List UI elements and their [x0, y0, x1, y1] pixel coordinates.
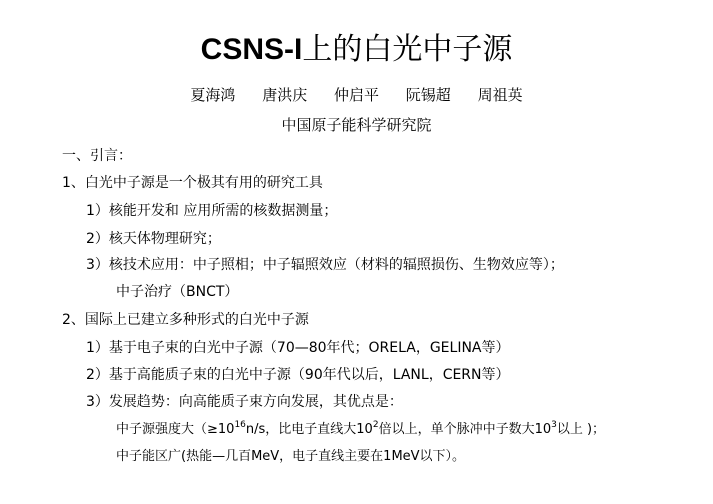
author-name: 夏海鸿	[190, 86, 236, 104]
point-1-heading: 1、白光中子源是一个极其有用的研究工具	[62, 175, 323, 191]
title-cjk: 上的白光中子源	[302, 32, 513, 67]
advantage-energy-range: 中子能区广(热能—几百MeV，电子直线主要在1MeV以下）。	[116, 449, 466, 464]
author-name: 周祖英	[477, 86, 523, 104]
point-1-item-3: 3）核技术应用：中子照相；中子辐照效应（材料的辐照损伤、生物效应等）；	[86, 257, 564, 273]
author-name: 仲启平	[333, 86, 379, 104]
point-2-item-2: 2）基于高能质子束的白光中子源（90年代以后，LANL，CERN等）	[86, 367, 510, 383]
point-1-item-2: 2）核天体物理研究；	[86, 231, 221, 247]
author-name: 唐洪庆	[262, 86, 308, 104]
point-2-item-3: 3）发展趋势：向高能质子束方向发展，其优点是：	[86, 394, 403, 410]
point-1-item-3-cont: 中子治疗（BNCT）	[116, 284, 239, 300]
page-title	[0, 28, 713, 72]
advantage-intensity: 中子源强度大（$\ge 10^{16}n/s$，比电子直线大$10^2$倍以上，单个脉冲中子数大$10^3$以上 )；	[116, 420, 606, 437]
point-1-item-1: 1）核能开发和 应用所需的核数据测量；	[86, 203, 338, 219]
section-heading-intro: 一、引言：	[62, 148, 132, 164]
affiliation: 中国原子能科学研究院	[281, 116, 432, 134]
author-list	[0, 84, 713, 106]
point-2-heading: 2、国际上已建立多种形式的白光中子源	[62, 312, 309, 328]
title-latin: CSNS-I	[200, 33, 303, 66]
point-2-item-1: 1）基于电子束的白光中子源（70—80年代；ORELA，GELINA等）	[86, 340, 510, 356]
author-name: 阮锡超	[405, 86, 451, 104]
